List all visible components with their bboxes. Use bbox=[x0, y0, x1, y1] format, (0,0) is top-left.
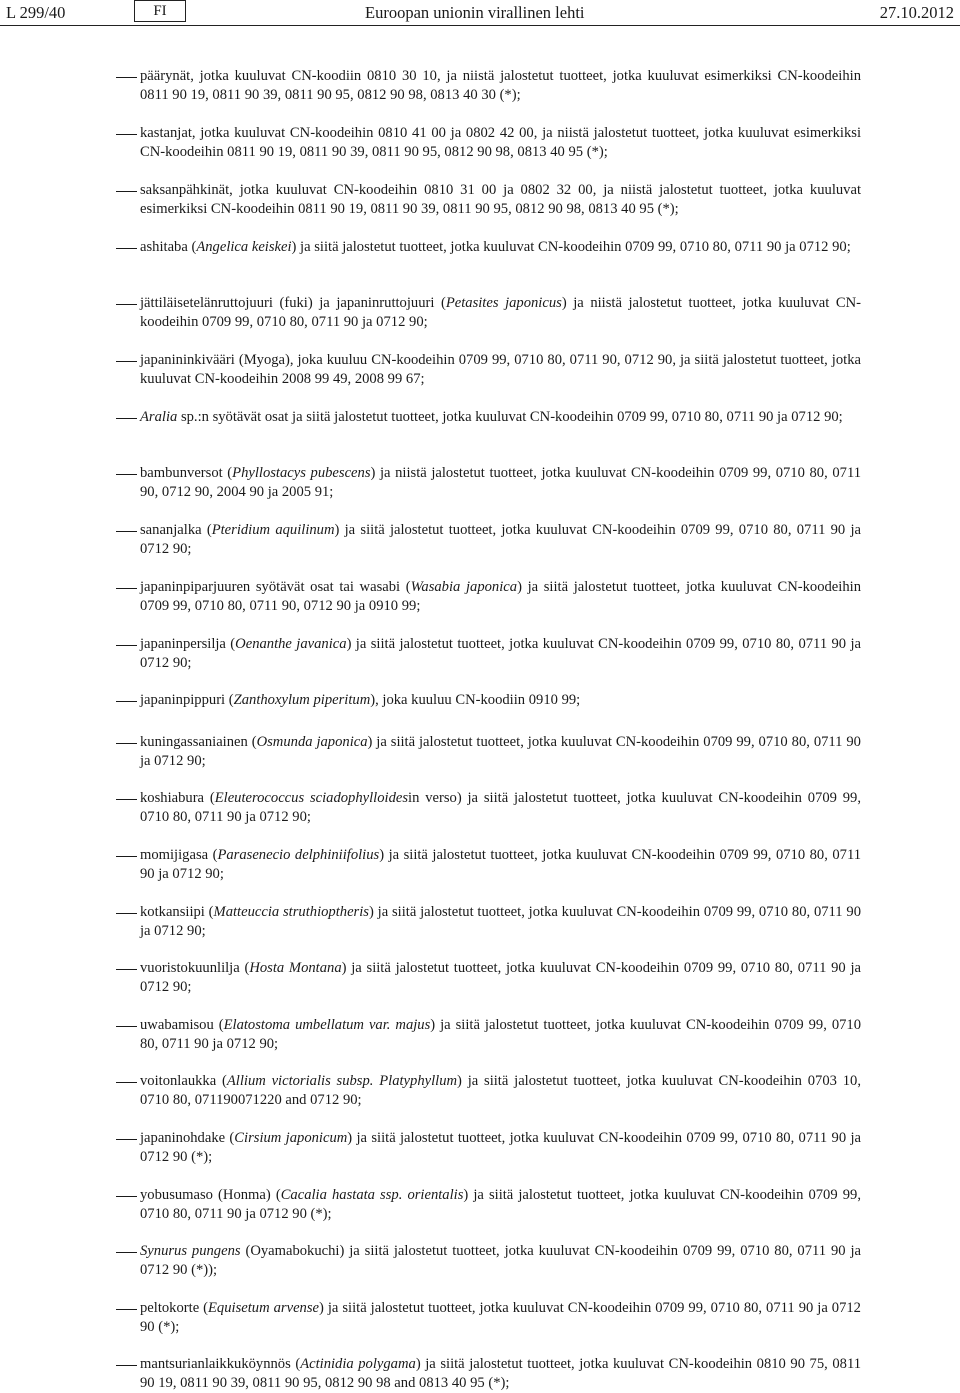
list-item bbox=[140, 789, 861, 827]
list-item bbox=[140, 464, 861, 502]
list-dash bbox=[116, 1082, 137, 1083]
list-item bbox=[140, 1129, 861, 1167]
list-dash bbox=[116, 1196, 137, 1197]
species-name: Elatostoma umbellatum var. majus bbox=[223, 1017, 431, 1033]
list-dash bbox=[116, 248, 137, 249]
entry-text: voitonlaukka ( bbox=[140, 1073, 227, 1089]
entry-text: ) ja siitä jalostetut tuotteet, jotka kuuluvat CN-koodeihin 0709 99, 0710 80, 0711 90 ja 0712 90; bbox=[140, 636, 862, 671]
entry-text: ) ja siitä jalostetut tuotteet, jotka kuuluvat CN-koodeihin 0709 99, 0710 80, 0711 90 ja 0712 90; bbox=[140, 1017, 862, 1052]
entry-text: (Oyamabokuchi) ja siitä jalostetut tuotteet, jotka kuuluvat CN-koodeihin 0709 99, 0710 80, 0711 90 ja 0712 90 (*)); bbox=[140, 1243, 861, 1278]
species-name: Petasites japonicus bbox=[445, 295, 562, 311]
list-dash bbox=[116, 77, 137, 78]
list-dash bbox=[116, 474, 137, 475]
species-name: Wasabia japonica bbox=[410, 579, 518, 595]
species-name: Osmunda japonica bbox=[256, 734, 368, 750]
list-dash bbox=[116, 134, 137, 135]
entry-text: ) ja siitä jalostetut tuotteet, jotka kuuluvat CN-koodeihin 0709 99, 0710 80, 0711 90 ja 0712 90; bbox=[291, 239, 851, 255]
entry-text: mantsurianlaikkuköynnös ( bbox=[140, 1356, 301, 1372]
species-name: Matteuccia struthioptheris bbox=[213, 904, 369, 920]
entry-text: koshiabura ( bbox=[140, 790, 215, 806]
entry-text: ) ja siitä jalostetut tuotteet, jotka kuuluvat CN-koodeihin 0709 99, 0710 80, 0711 90 ja 0712 90; bbox=[140, 904, 862, 939]
list-item bbox=[140, 733, 861, 771]
species-name: Parasenecio delphiniifolius bbox=[217, 847, 380, 863]
list-item bbox=[140, 903, 861, 941]
list-dash bbox=[116, 743, 137, 744]
list-item bbox=[140, 1355, 861, 1393]
list-item bbox=[140, 578, 861, 616]
species-name: Cirsium japonicum bbox=[234, 1130, 348, 1146]
list-dash bbox=[116, 1309, 137, 1310]
list-dash bbox=[116, 913, 137, 914]
entry-text: peltokorte ( bbox=[140, 1300, 209, 1316]
list-item bbox=[140, 67, 861, 105]
species-name: Zanthoxylum piperitum bbox=[233, 692, 371, 708]
entry-text: japaninohdake ( bbox=[140, 1130, 235, 1146]
entry-text: yobusumaso (Honma) ( bbox=[140, 1187, 281, 1203]
entry-text: saksanpähkinät, jotka kuuluvat CN-koodeihin 0810 31 00 ja 0802 32 00, ja niistä jalostetut tuotteet, jotka kuuluvat esimerkiksi CN-koodeihin 0811 90 19, 0811 90 39, 0811 90 95, 0812 90 98, 0813 40 95 (*); bbox=[140, 182, 861, 217]
list-dash bbox=[116, 1252, 137, 1253]
entry-text: vuoristokuunlilja ( bbox=[140, 960, 250, 976]
list-item bbox=[140, 521, 861, 559]
entry-text: japaninpippuri ( bbox=[140, 692, 234, 708]
entry-text: momijigasa ( bbox=[140, 847, 218, 863]
species-name: Cacalia hastata ssp. orientalis bbox=[280, 1187, 464, 1203]
list-dash bbox=[116, 1139, 137, 1140]
list-dash bbox=[116, 799, 137, 800]
entry-text: ) ja siitä jalostetut tuotteet, jotka kuuluvat CN-koodeihin 0709 99, 0710 80, 0711 90 ja 0712 90 (*); bbox=[140, 1187, 861, 1222]
entry-text: ) ja siitä jalostetut tuotteet, jotka kuuluvat CN-koodeihin 0709 99, 0710 80, 0711 90 ja 0712 90; bbox=[140, 847, 861, 882]
list-item bbox=[140, 124, 861, 162]
entry-text: japaninpiparjuuren syötävät osat tai wasabi ( bbox=[140, 579, 411, 595]
list-dash bbox=[116, 191, 137, 192]
entry-text: ) ja siitä jalostetut tuotteet, jotka kuuluvat CN-koodeihin 0709 99, 0710 80, 0711 90 ja 0712 90 (*); bbox=[140, 1300, 861, 1335]
entry-text: uwabamisou ( bbox=[140, 1017, 224, 1033]
entry-text: ) ja siitä jalostetut tuotteet, jotka kuuluvat CN-koodeihin 0709 99, 0710 80, 0711 90, 0712 90 ja 0910 99; bbox=[140, 579, 861, 614]
entry-text: ) ja siitä jalostetut tuotteet, jotka kuuluvat CN-koodeihin 0709 99, 0710 80, 0711 90 ja 0712 90; bbox=[140, 734, 861, 769]
list-item bbox=[140, 959, 861, 997]
list-item bbox=[140, 294, 861, 332]
species-name: Synurus pungens bbox=[140, 1243, 241, 1259]
list-dash bbox=[116, 856, 137, 857]
species-name: Angelica keiskei bbox=[196, 239, 292, 255]
species-name: Phyllostacys pubescens bbox=[232, 465, 371, 481]
list-item bbox=[140, 1299, 861, 1337]
list-dash bbox=[116, 531, 137, 532]
entry-text: kotkansiipi ( bbox=[140, 904, 214, 920]
species-name: Eleuterococcus sciadophylloides bbox=[214, 790, 409, 806]
list-item bbox=[140, 1072, 861, 1110]
page-header bbox=[0, 0, 960, 26]
entry-text: ), joka kuuluu CN-koodiin 0910 99; bbox=[370, 692, 581, 708]
species-name: Equisetum arvense bbox=[208, 1300, 319, 1316]
species-name: Hosta Montana bbox=[249, 960, 342, 976]
entry-text: sp.:n syötävät osat ja siitä jalostetut tuotteet, jotka kuuluvat CN-koodeihin 0709 99, 0710 80, 0711 90 ja 0712 90; bbox=[177, 409, 843, 425]
page-reference: L 299/40 bbox=[6, 3, 66, 22]
list-dash bbox=[116, 588, 137, 589]
species-name: Pteridium aquilinum bbox=[211, 522, 335, 538]
entry-text: in verso) ja siitä jalostetut tuotteet, jotka kuuluvat CN-koodeihin 0709 99, 0710 80, 0711 90 ja 0712 90; bbox=[140, 790, 861, 825]
entry-text: kuningassaniainen ( bbox=[140, 734, 257, 750]
list-dash bbox=[116, 645, 137, 646]
entry-text: ) ja niistä jalostetut tuotteet, jotka kuuluvat CN-koodeihin 0709 99, 0710 80, 0711 90, 0712 90, 2004 90 ja 2005 91; bbox=[140, 465, 861, 500]
species-name: Actinidia polygama bbox=[300, 1356, 416, 1372]
list-dash bbox=[116, 701, 137, 702]
entry-text: ) ja siitä jalostetut tuotteet, jotka kuuluvat CN-koodeihin 0709 99, 0710 80, 0711 90 ja 0712 90 (*); bbox=[140, 1130, 861, 1165]
entry-text: kastanjat, jotka kuuluvat CN-koodeihin 0810 41 00 ja 0802 42 00, ja niistä jalostetut tuotteet, jotka kuuluvat esimerkiksi CN-koodeihin 0811 90 19, 0811 90 39, 0811 90 95, 0812 90 98, 0813 40 95 (*); bbox=[140, 125, 861, 160]
entry-text: ) ja siitä jalostetut tuotteet, jotka kuuluvat CN-koodeihin 0810 90 75, 0811 90 19, 0811 90 39, 0811 90 95, 0812 90 98 and 0813 40 95 (*); bbox=[140, 1356, 861, 1391]
list-dash bbox=[116, 1365, 137, 1366]
list-dash bbox=[116, 361, 137, 362]
list-item bbox=[140, 351, 861, 389]
header-rule bbox=[0, 25, 960, 26]
list-dash bbox=[116, 304, 137, 305]
list-item bbox=[140, 846, 861, 884]
entry-text: japanininkivääri (Myoga), joka kuuluu CN-koodeihin 0709 99, 0710 80, 0711 90, 0712 90, ja siitä jalostetut tuotteet, jotka kuuluvat CN-koodeihin 2008 99 49, 2008 99 67; bbox=[140, 352, 861, 387]
list-item bbox=[140, 691, 861, 710]
species-name: Oenanthe javanica bbox=[235, 636, 347, 652]
entry-text: sananjalka ( bbox=[140, 522, 212, 538]
list-item bbox=[140, 1016, 861, 1054]
journal-title: Euroopan unionin virallinen lehti bbox=[365, 3, 585, 22]
list-item bbox=[140, 1242, 861, 1280]
entry-text: ashitaba ( bbox=[140, 239, 197, 255]
list-item bbox=[140, 1186, 861, 1224]
species-name: Allium victorialis subsp. Platyphyllum bbox=[226, 1073, 458, 1089]
list-item bbox=[140, 238, 861, 257]
entry-text: ) ja niistä jalostetut tuotteet, jotka kuuluvat CN-koodeihin 0709 99, 0710 80, 0711 90 ja 0712 90; bbox=[140, 295, 861, 330]
list-item bbox=[140, 181, 861, 219]
list-dash bbox=[116, 1026, 137, 1027]
entry-text: bambunversot ( bbox=[140, 465, 233, 481]
list-dash bbox=[116, 969, 137, 970]
entry-text: japaninpersilja ( bbox=[140, 636, 236, 652]
entry-text: ) ja siitä jalostetut tuotteet, jotka kuuluvat CN-koodeihin 0703 10, 0710 80, 071190071220 and 0712 90; bbox=[140, 1073, 861, 1108]
publication-date: 27.10.2012 bbox=[879, 3, 954, 22]
list-item bbox=[140, 635, 861, 673]
species-name: Aralia bbox=[140, 409, 178, 425]
language-code-box: FI bbox=[134, 0, 186, 22]
list-dash bbox=[116, 418, 137, 419]
entry-text: ) ja siitä jalostetut tuotteet, jotka kuuluvat CN-koodeihin 0709 99, 0710 80, 0711 90 ja 0712 90; bbox=[140, 522, 861, 557]
entry-text: jättiläisetelänruttojuuri (fuki) ja japaninruttojuuri ( bbox=[140, 295, 446, 311]
entry-text: ) ja siitä jalostetut tuotteet, jotka kuuluvat CN-koodeihin 0709 99, 0710 80, 0711 90 ja 0712 90; bbox=[140, 960, 862, 995]
list-item bbox=[140, 408, 861, 427]
entry-text: päärynät, jotka kuuluvat CN-koodiin 0810 30 10, ja niistä jalostetut tuotteet, jotka kuuluvat esimerkiksi CN-koodeihin 0811 90 19, 0811 90 39, 0811 90 95, 0812 90 98, 0813 40 30 (*); bbox=[140, 68, 861, 103]
